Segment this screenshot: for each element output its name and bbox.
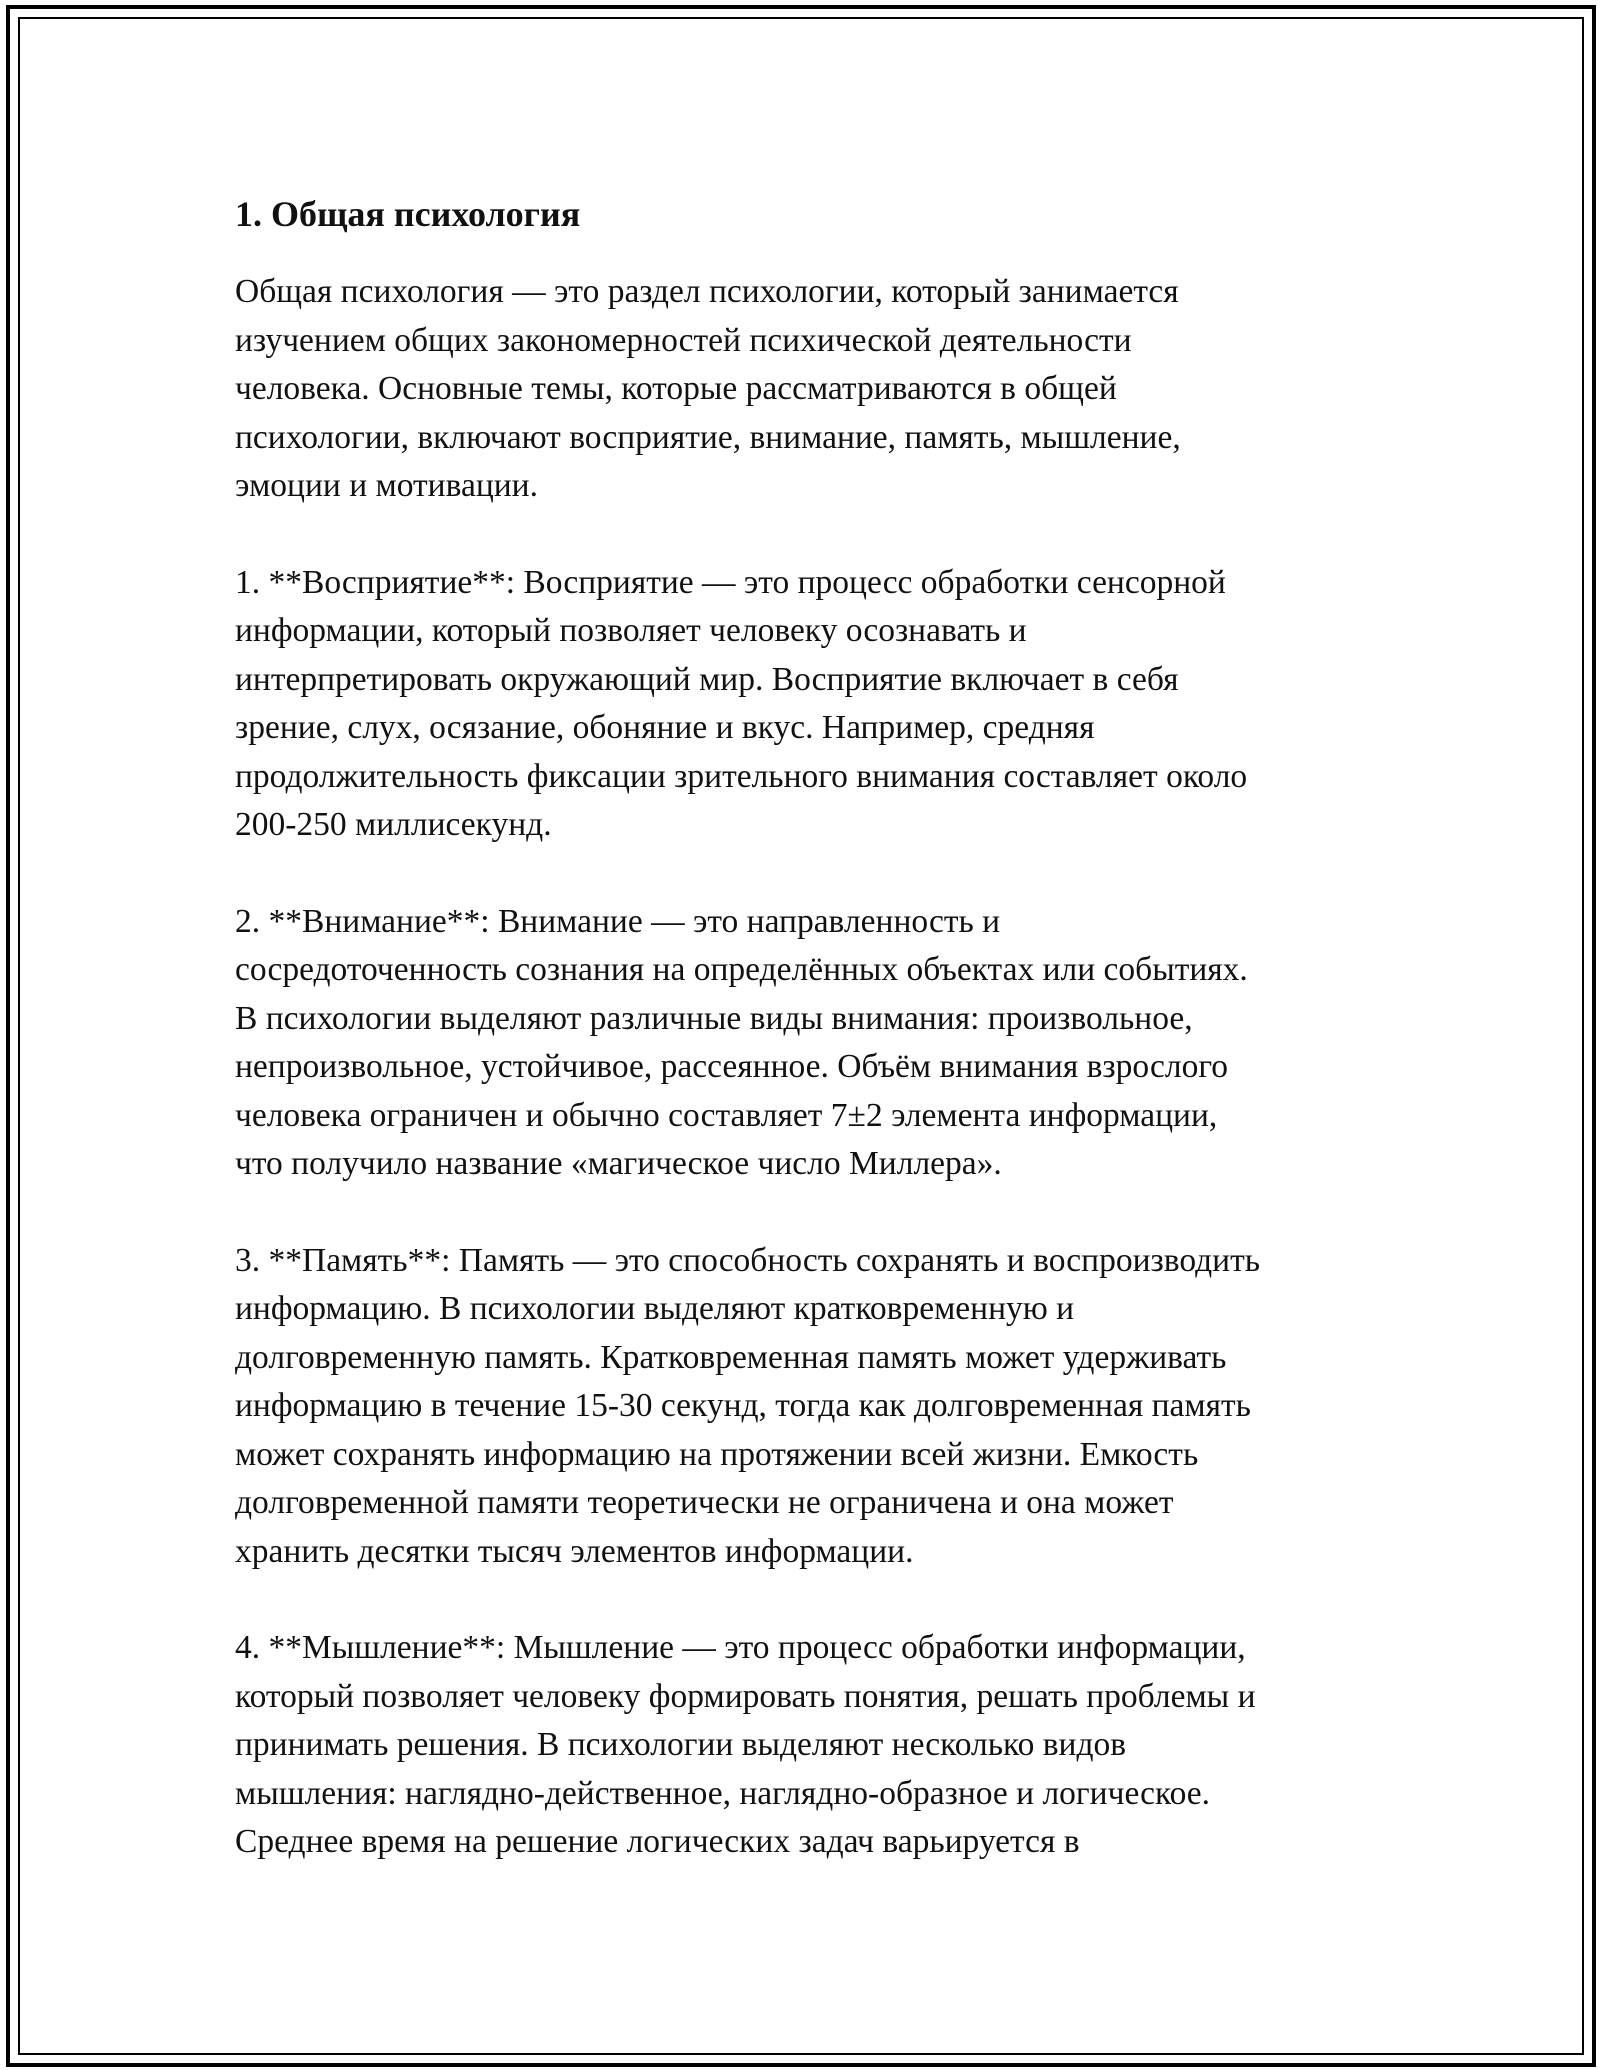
section-heading: 1. Общая психология	[235, 194, 581, 234]
document-body	[235, 188, 1415, 1915]
list-item-attention: 2. **Внимание**: Внимание — это направленность и сосредоточенность сознания на определённых объектах или событиях. В психологии выделяют различные виды внимания: произвольное, непроизвольное, устойчивое, рассеянное. Объём внимания взрослого человека ограничен и обычно составляет 7±2 элемента информации, что получило название «магическое число Миллера».	[235, 902, 1248, 1182]
intro-paragraph: Общая психология — это раздел психологии, который занимается изучением общих закономерностей психической деятельности человека. Основные темы, которые рассматриваются в общей психологии, включают восприятие, внимание, память, мышление, эмоции и мотивации.	[235, 273, 1181, 504]
list-item-memory: 3. **Память**: Память — это способность сохранять и воспроизводить информацию. В психологии выделяют кратковременную и долговременную память. Кратковременная память может удерживать информацию в течение 15-30 секунд, тогда как долговременная память может сохранять информацию на протяжении всей жизни. Емкость долговременной памяти теоретически не ограничена и она может хранить десятки тысяч элементов информации.	[235, 1241, 1261, 1570]
list-item-thinking: 4. **Мышление**: Мышление — это процесс обработки информации, который позволяет человеку формировать понятия, решать проблемы и принимать решения. В психологии выделяют несколько видов мышления: наглядно-действенное, наглядно-образное и логическое. Среднее время на решение логических задач варьируется в	[235, 1629, 1256, 1860]
list-item-perception: 1. **Восприятие**: Восприятие — это процесс обработки сенсорной информации, который позволяет человеку осознавать и интерпретировать окружающий мир. Восприятие включает в себя зрение, слух, осязание, обоняние и вкус. Например, средняя продолжительность фиксации зрительного внимания составляет около 200-250 миллисекунд.	[235, 563, 1248, 843]
